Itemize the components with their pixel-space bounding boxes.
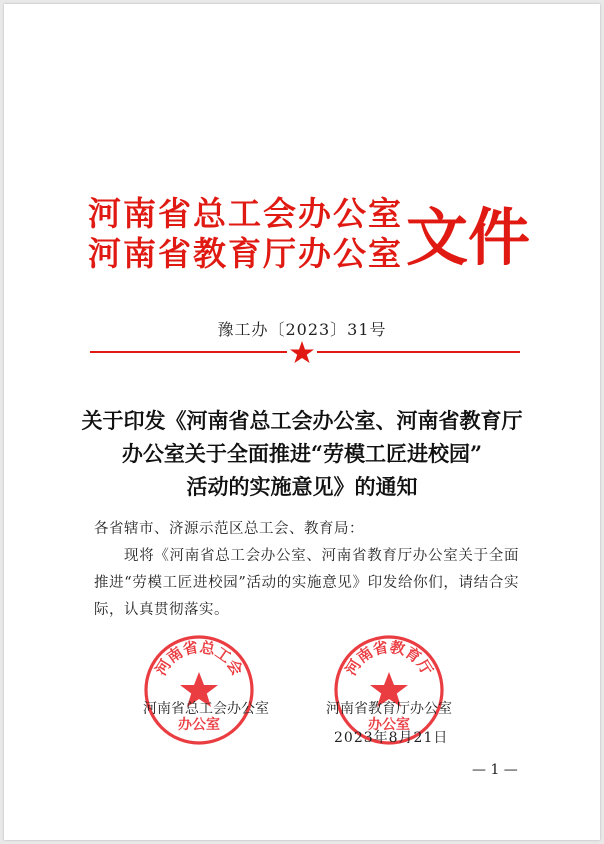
issuing-org-1: 河南省总工会办公室 [88,194,403,233]
seal-arc-text: 河南省教育厅 [341,637,437,679]
red-divider-left [90,351,287,353]
notice-body [94,516,519,624]
title-line-1: 关于印发《河南省总工会办公室、河南省教育厅 [81,408,523,433]
title-line-2: 办公室关于全面推进“劳模工匠进校园” [121,441,483,466]
title-line-3: 活动的实施意见》的通知 [186,474,418,499]
document-header [88,194,531,284]
issuing-org-2: 河南省教育厅办公室 [88,234,403,273]
official-seal-trade-union [143,634,255,746]
signature-trade-union: 河南省总工会办公室 [143,701,269,717]
salutation: 各省辖市、济源示范区总工会、教育局： [94,521,364,537]
document-type: 文件 [406,201,531,274]
red-divider-right [317,351,520,353]
body-paragraph: 现将《河南省总工会办公室、河南省教育厅办公室关于全面推进“劳模工匠进校园”活动的实施意见》印发给你们，请结合实际，认真贯彻落实。 [94,548,519,618]
issue-date: 2023年8月21日 [334,730,449,746]
seal-bottom-text: 办公室 [178,717,220,733]
document-number: 豫工办〔2023〕31号 [217,320,387,339]
notice-title [44,404,560,503]
issuing-organizations [88,194,403,274]
seal-arc-text: 河南省总工会 [151,637,247,679]
signature-education: 河南省教育厅办公室 [326,701,452,717]
seal-bottom-text: 办公室 [368,717,410,733]
document-page [4,4,600,840]
red-star-icon [289,340,315,364]
page-number: — 1 — [472,762,518,778]
